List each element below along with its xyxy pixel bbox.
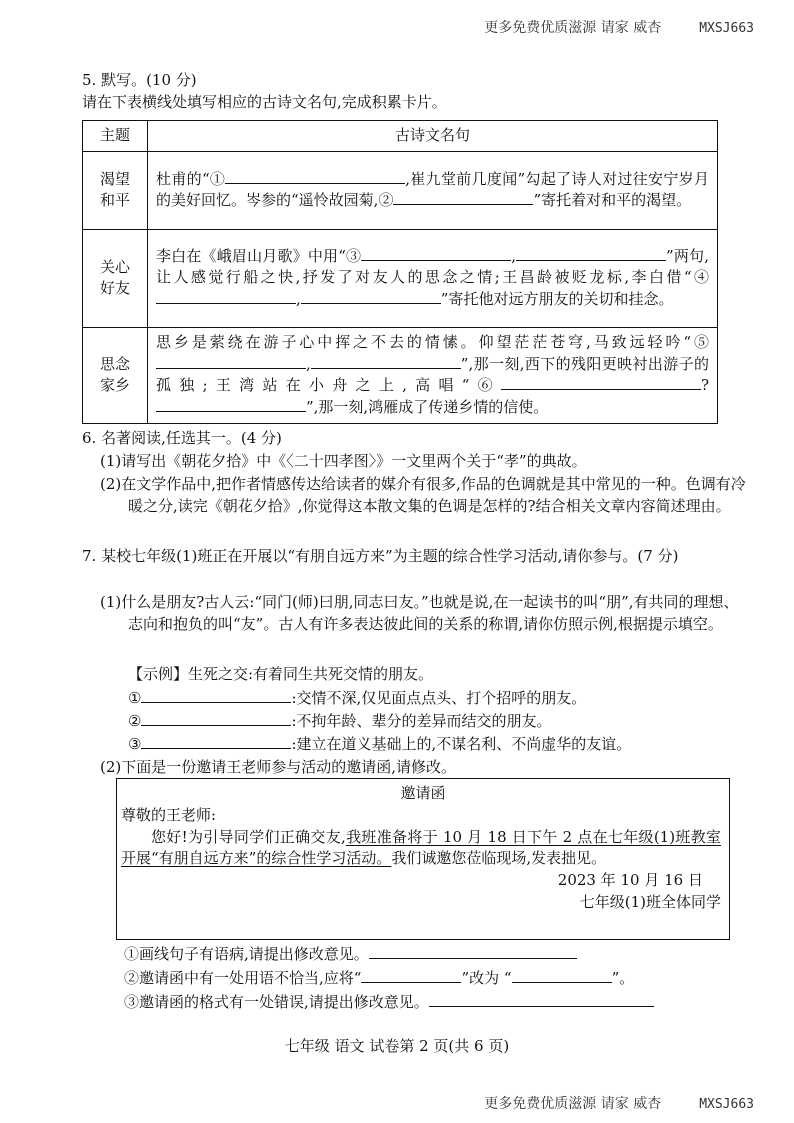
letter-body-start: 您好!为引导同学们正确交友, [151, 827, 346, 846]
answer-blank-q1[interactable] [369, 944, 577, 959]
answer-blank-4a[interactable] [156, 289, 296, 304]
text-seg: ”,那一刻,鸿雁成了传递乡情的信使。 [306, 398, 549, 416]
header-text: 更多免费优质滋源 请家 威杏 [484, 20, 662, 36]
blank-desc: :交情不深,仅见面点点头、打个招呼的朋友。 [291, 689, 587, 707]
q7-sub-2 [124, 968, 634, 990]
q5-card-table [82, 120, 718, 424]
row-content [148, 229, 718, 327]
q5-title: 5. 默写。(10 分) [82, 71, 197, 89]
letter-body [117, 827, 729, 871]
text-seg: 李白在《峨眉山月歌》中用“③ [156, 246, 362, 265]
q7-blank-row [128, 711, 552, 733]
text-seg: 思乡是萦绕在游子心中挥之不去的情愫。仰望茫茫苍穹,马致远轻吟“⑤ [156, 332, 709, 351]
text-seg: ? [700, 376, 709, 395]
row-topic [83, 327, 148, 423]
answer-blank-1[interactable] [225, 169, 405, 184]
row-topic-line: 渴望 [99, 169, 130, 188]
table-row [83, 327, 718, 423]
text-seg: ,崔九堂前几度闻”勾起了诗人对过往安宁岁月的美好回忆。岑参的“遥怜故园菊,② [156, 169, 709, 210]
text-seg: , [511, 246, 517, 265]
q5-instruction: 请在下表横线处填写相应的古诗文名句,完成积累卡片。 [82, 93, 447, 111]
col-topic-header: 主题 [83, 121, 148, 152]
table-row [83, 151, 718, 229]
letter-signature: 七年级(1)班全体同学 [579, 892, 721, 911]
q7-blank-row [128, 688, 586, 710]
row-topic-line: 好友 [99, 279, 130, 298]
answer-blank-q2a[interactable] [361, 968, 461, 983]
q7-item-2: (2)下面是一份邀请王老师参与活动的邀请函,请修改。 [100, 758, 457, 776]
q7-blank-row [128, 734, 631, 756]
question-text: ②邀请函中有一处用语不恰当,应将“ [124, 969, 362, 987]
blank-desc: :建立在道义基础上的,不谋名利、不尚虚华的友谊。 [291, 735, 632, 753]
row-topic-line: 关心 [99, 257, 130, 276]
letter-date: 2023 年 10 月 16 日 [557, 871, 703, 889]
letter-body-end: 我们诚邀您莅临现场,发表拙见。 [391, 849, 607, 868]
q7-sub-1 [124, 944, 577, 966]
question-text: ”改为 “ [461, 969, 512, 987]
row-topic-line: 思念 [99, 354, 130, 373]
term-blank-3[interactable] [141, 734, 291, 749]
answer-blank-3a[interactable] [361, 246, 511, 261]
answer-blank-5b[interactable] [311, 354, 461, 369]
text-seg: ”,那一刻,西下的残阳更映衬出游子的孤独;王湾站在小舟之上,高唱“⑥ [156, 354, 709, 395]
q7-sub-3 [124, 992, 654, 1014]
row-content [148, 151, 718, 229]
text-seg: ”寄托他对远方朋友的关切和挂念。 [440, 290, 674, 309]
question-text: ③邀请函的格式有一处错误,请提出修改意见。 [124, 993, 429, 1011]
row-topic [83, 229, 148, 327]
answer-blank-4b[interactable] [301, 289, 441, 304]
header-code: MXSJ663 [699, 21, 754, 36]
q7-example: 【示例】生死之交:有着同生共死交情的朋友。 [128, 665, 434, 683]
table-header-row [83, 121, 718, 152]
page-header [484, 18, 754, 39]
question-text: ①画线句子有语病,请提出修改意见。 [124, 945, 369, 963]
banner-text: 更多免费优质滋源 请家 威杏 [484, 1096, 662, 1112]
page-bottom-banner [484, 1094, 754, 1115]
blank-num: ③ [128, 735, 142, 753]
text-seg: , [306, 354, 311, 373]
col-lines-header: 古诗文名句 [148, 121, 718, 152]
letter-title: 邀请函 [400, 784, 446, 802]
table-row [83, 229, 718, 327]
q6-item-1: (1)请写出《朝花夕拾》中《〈二十四孝图〉》一文里两个关于“孝”的典故。 [100, 452, 587, 470]
q6-title: 6. 名著阅读,任选其一。(4 分) [82, 429, 282, 447]
term-blank-1[interactable] [141, 688, 291, 703]
letter-greeting: 尊敬的王老师: [121, 805, 217, 824]
banner-code: MXSJ663 [699, 1097, 754, 1112]
answer-blank-q3[interactable] [429, 992, 654, 1007]
text-seg: 杜甫的“① [156, 169, 226, 188]
row-topic [83, 151, 148, 229]
blank-num: ① [128, 689, 142, 707]
text-seg: ”两句,让人感觉行船之快,抒发了对友人的思念之情;王昌龄被贬龙标,李白借“④ [156, 246, 710, 287]
answer-blank-6b[interactable] [156, 397, 306, 412]
invitation-letter [116, 778, 730, 940]
q6-item-2: (2)在文学作品中,把作者情感传达给读者的媒介有很多,作品的色调就是其中常见的一种。色调有冷暖之分,读完《朝花夕拾》,你觉得这本散文集的色调是怎样的?结合相关文章内容简述理由。 [100, 475, 746, 515]
text-seg: ”寄托着对和平的渴望。 [533, 191, 692, 210]
blank-num: ② [128, 712, 142, 730]
answer-blank-5a[interactable] [156, 354, 306, 369]
term-blank-2[interactable] [141, 711, 291, 726]
text-seg: , [296, 290, 301, 309]
blank-desc: :不拘年龄、辈分的差异而结交的朋友。 [291, 712, 552, 730]
page-footer: 七年级 语文 试卷第 2 页(共 6 页) [284, 1037, 510, 1055]
row-topic-line: 家乡 [99, 376, 130, 395]
answer-blank-6a[interactable] [501, 375, 701, 390]
q7-item-1: (1)什么是朋友?古人云:“同门(师)曰朋,同志曰友。”也就是说,在一起读书的叫“朋”,有共同的理想、志向和抱负的叫“友”。古人有许多表达彼此间的关系的称谓,请你仿照示例,根据提示填空。 [100, 593, 739, 633]
answer-blank-2[interactable] [393, 190, 533, 205]
answer-blank-3b[interactable] [516, 246, 666, 261]
letter-underlined-sentence: 我班准备将于 10 月 18 日下午 2 点在七年级(1)班教室开展“有朋自远方来”的综合性学习活动。 [121, 827, 721, 868]
answer-blank-q2b[interactable] [512, 968, 612, 983]
question-text: ”。 [611, 969, 635, 987]
row-content [148, 327, 718, 423]
q7-title: 7. 某校七年级(1)班正在开展以“有朋自远方来”为主题的综合性学习活动,请你参与。(7 分) [82, 547, 679, 565]
row-topic-line: 和平 [99, 191, 130, 210]
